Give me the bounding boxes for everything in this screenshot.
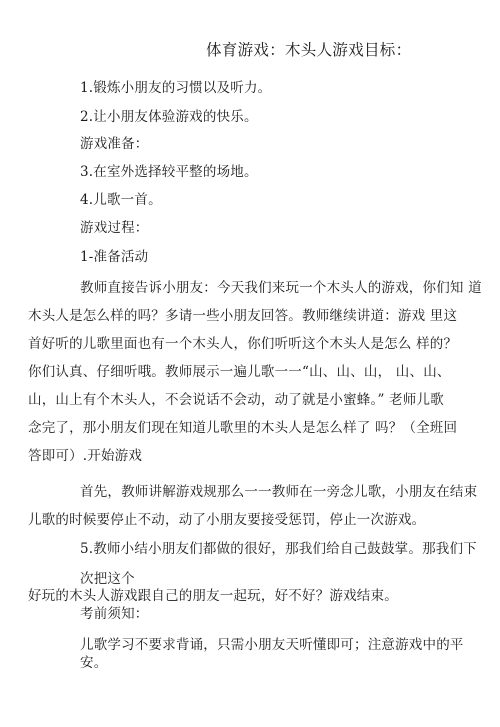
paragraph-1-line-7: 答即可）.开始游戏 bbox=[28, 448, 143, 464]
prep-item-4: 4.儿歌一首。 bbox=[80, 192, 162, 208]
page-title: 体育游戏：木头人游戏目标： bbox=[206, 41, 412, 59]
paragraph-1-line-5: 山，山上有个木头人，不会说话不会动，动了就是小蜜蜂。” 老师儿歌 bbox=[28, 392, 444, 408]
paragraph-1-line-2: 木头人是怎么样的吗？多请一些小朋友回答。教师继续讲道：游戏 里这 bbox=[28, 308, 458, 324]
paragraph-1-line-4: 你们认真、仔细听哦。教师展示一遍儿歌一一“山、山、山， 山、山、 bbox=[28, 364, 451, 380]
item-5-line-2: 次把这个 bbox=[80, 571, 135, 587]
paragraph-2-line-1: 首先，教师讲解游戏规那么一一教师在一旁念儿歌，小朋友在结束 bbox=[80, 484, 478, 500]
paragraph-2-line-2: 儿歌的时候要停止不动，动了小朋友要接受惩罚，停止一次游戏。 bbox=[28, 512, 426, 528]
paragraph-1-line-6: 念完了，那小朋友们现在知道儿歌里的木头人是怎么样了 吗？（全班回 bbox=[28, 420, 458, 436]
goal-item-2: 2.让小朋友体验游戏的快乐。 bbox=[80, 109, 258, 125]
notes-heading: 考前须知： bbox=[80, 606, 149, 622]
prep-heading: 游戏准备： bbox=[80, 136, 149, 152]
goal-item-1: 1.锻炼小朋友的习惯以及听力。 bbox=[80, 80, 272, 96]
item-5-line-3: 好玩的木头人游戏跟自己的朋友一起玩，好不好？游戏结束。 bbox=[28, 588, 398, 604]
paragraph-1-line-3: 首好听的儿歌里面也有一个木头人，你们听听这个木头人是怎么 样的？ bbox=[28, 336, 458, 352]
notes-line-1: 儿歌学习不要求背诵，只需小朋友天听懂即可；注意游戏中的平 bbox=[80, 637, 464, 653]
paragraph-1-line-1: 教师直接告诉小朋友：今天我们来玩一个木头人的游戏，你们知 道 bbox=[80, 280, 482, 296]
step-1-heading: 1-准备活动 bbox=[80, 249, 149, 265]
notes-line-2: 安。 bbox=[80, 655, 108, 671]
prep-item-3: 3.在室外选择较平整的场地。 bbox=[80, 164, 258, 180]
item-5-line-1: 5.教师小结小朋友们都做的很好，那我们给自己鼓鼓掌。那我们下 bbox=[80, 541, 477, 557]
process-heading: 游戏过程： bbox=[80, 220, 149, 236]
